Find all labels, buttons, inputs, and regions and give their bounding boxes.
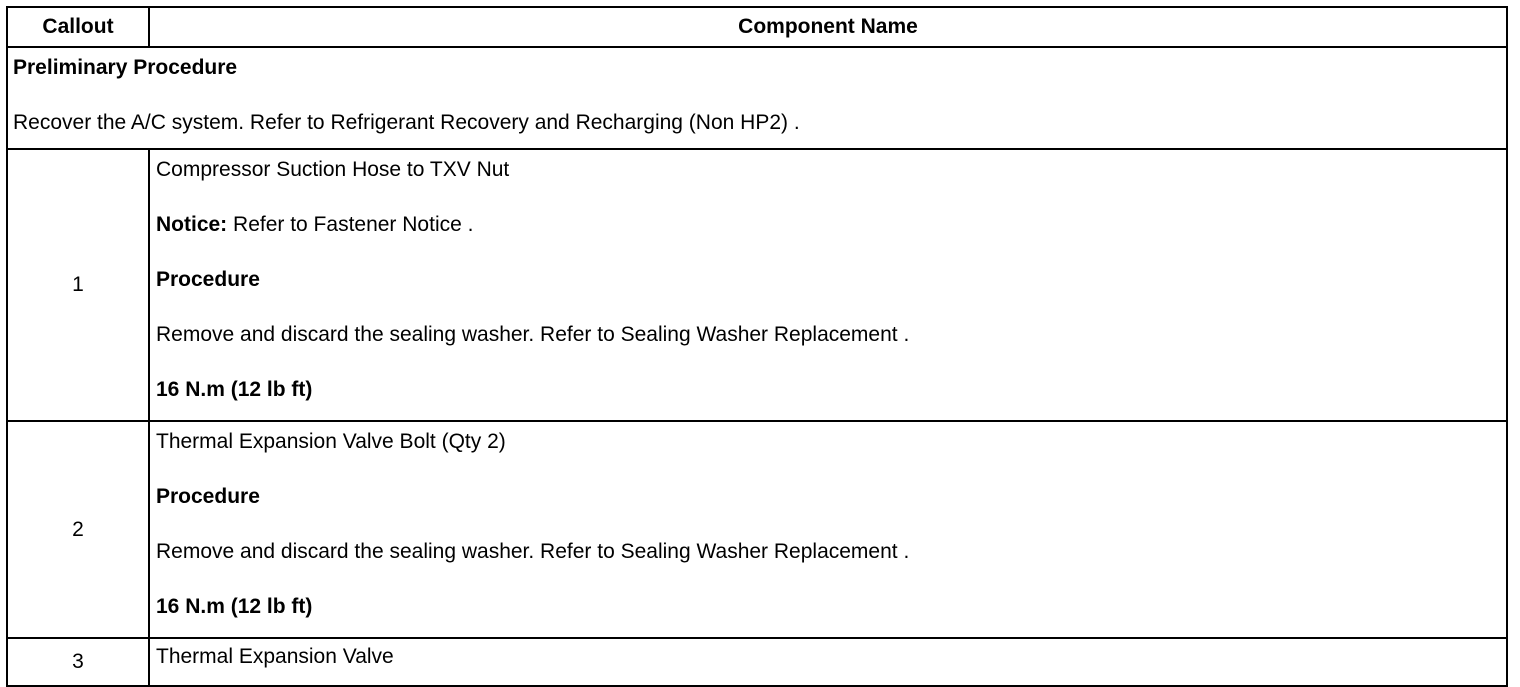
notice-label: Notice:	[156, 213, 228, 236]
component-name: Compressor Suction Hose to TXV Nut	[156, 158, 510, 181]
header-row	[7, 7, 1507, 47]
preliminary-title: Preliminary Procedure	[13, 56, 238, 79]
notice-line	[156, 211, 1500, 238]
column-header-callout: Callout	[7, 7, 149, 47]
preliminary-row	[7, 47, 1507, 149]
procedure-text: Remove and discard the sealing washer. Refer to Sealing Washer Replacement .	[156, 540, 910, 563]
table-row	[7, 149, 1507, 421]
callout-number: 2	[7, 421, 149, 638]
component-cell	[149, 421, 1507, 638]
component-name: Thermal Expansion Valve Bolt (Qty 2)	[156, 430, 506, 453]
torque-spec: 16 N.m (12 lb ft)	[156, 595, 313, 618]
preliminary-text: Recover the A/C system. Refer to Refrigerant Recovery and Recharging (Non HP2) .	[13, 111, 800, 134]
component-cell	[149, 149, 1507, 421]
callout-number: 1	[7, 149, 149, 421]
table-row	[7, 421, 1507, 638]
torque-spec: 16 N.m (12 lb ft)	[156, 378, 313, 401]
procedure-table	[6, 6, 1508, 687]
preliminary-cell	[7, 47, 1507, 149]
component-cell	[149, 638, 1507, 686]
procedure-label: Procedure	[156, 485, 260, 508]
column-header-component-name: Component Name	[149, 7, 1507, 47]
procedure-text: Remove and discard the sealing washer. Refer to Sealing Washer Replacement .	[156, 323, 910, 346]
component-name: Thermal Expansion Valve	[156, 645, 394, 668]
procedure-label: Procedure	[156, 268, 260, 291]
callout-number: 3	[7, 638, 149, 686]
notice-text: Refer to Fastener Notice .	[227, 213, 474, 236]
table-row	[7, 638, 1507, 686]
